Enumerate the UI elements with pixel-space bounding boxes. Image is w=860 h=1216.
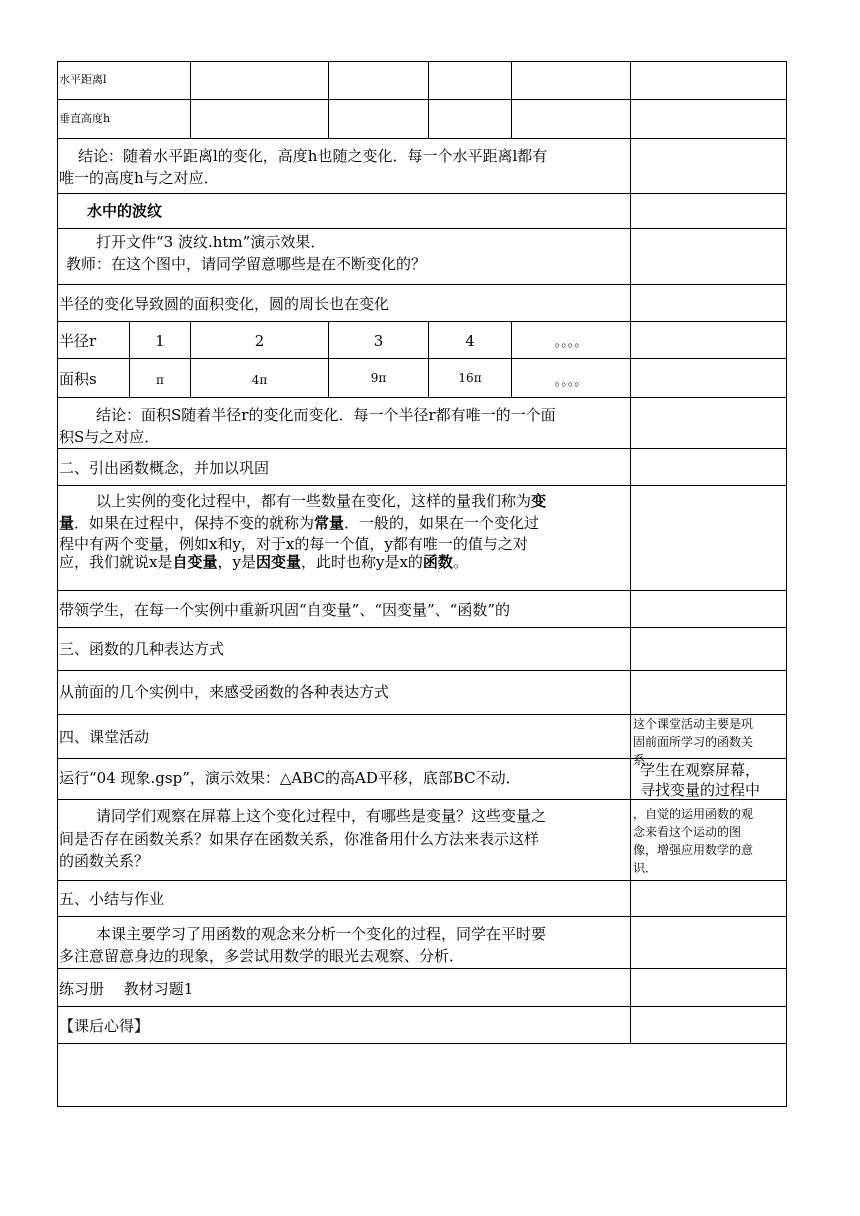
row-label-vertical-height: 垂直高度h	[59, 112, 111, 125]
text-run: 以上实例的变化过程中，都有一些数量在变化，这样的量我们称为	[96, 492, 532, 510]
grid-line	[630, 61, 631, 1043]
area-value: π	[156, 373, 164, 387]
area-label: 面积s	[59, 370, 97, 388]
grid-line	[190, 61, 191, 138]
grid-line	[57, 448, 787, 449]
run-demo-text: 运行“04 现象.gsp”，演示效果：△ABC的高AD平移，底部BC不动．	[59, 769, 521, 787]
text-run: ，y是	[217, 553, 256, 571]
area-value: 4π	[251, 373, 268, 387]
grid-line	[328, 61, 329, 138]
grid-line	[57, 670, 787, 671]
grid-line	[786, 61, 787, 1106]
grid-line	[57, 1106, 787, 1107]
observe-note-line1: 学生在观察屏幕，	[640, 761, 761, 779]
ripple-heading: 水中的波纹	[87, 202, 163, 220]
observe-note-line2: 寻找变量的过程中	[640, 781, 761, 799]
grid-line	[57, 485, 787, 486]
grid-line	[57, 61, 58, 1106]
note-line: ，自觉的运用函数的观	[633, 807, 754, 821]
function-concept-line2	[59, 512, 539, 534]
reflection-label: 【课后心得】	[59, 1017, 150, 1035]
bold-term: 函数	[422, 553, 453, 571]
question-line2: 间是否存在函数关系？如果存在函数关系，你准备用什么方法来表示这样	[59, 830, 540, 848]
section-2-title: 二、引出函数概念，并加以巩固	[59, 459, 270, 477]
teacher-prompt: 教师：在这个图中，请同学留意哪些是在不断变化的？	[66, 255, 427, 273]
activity-note	[633, 715, 785, 767]
grid-line	[57, 880, 787, 881]
grid-line	[57, 1043, 787, 1044]
function-concept-line4	[59, 551, 468, 573]
grid-line	[57, 99, 787, 100]
function-concept-line3: 程中有两个变量，例如x和y，对于x的每一个值，y都有唯一的值与之对	[59, 535, 528, 553]
section-3-title: 三、函数的几种表达方式	[59, 640, 225, 658]
grid-line	[57, 228, 787, 229]
question-line1: 请同学们观察在屏幕上这个变化过程中，有哪些是变量？这些变量之	[96, 807, 547, 825]
homework-text: 练习册 教材习题1	[59, 980, 194, 998]
bold-term: 自变量	[172, 553, 218, 571]
radius-value: 。。。。	[554, 335, 588, 350]
grid-line	[57, 1006, 787, 1007]
area-value: 。。。。	[554, 374, 588, 389]
grid-line	[511, 61, 512, 138]
note-line: 系	[633, 753, 646, 767]
text-run: 。	[452, 553, 468, 571]
grid-line	[57, 193, 787, 194]
grid-line	[57, 627, 787, 628]
summary-line2: 多注意留意身边的现象，多尝试用数学的眼光去观察、分析．	[59, 947, 465, 965]
text-run: ．一般的，如果在一个变化过	[344, 514, 540, 532]
radius-change-text: 半径的变化导致圆的面积变化，圆的周长也在变化	[59, 295, 390, 313]
bold-term: 常量	[314, 514, 345, 532]
text-run: ．如果在过程中，保持不变的就称为	[74, 514, 315, 532]
grid-line	[57, 321, 787, 322]
grid-line	[57, 590, 787, 591]
grid-line	[57, 397, 787, 398]
area-value: 16π	[458, 371, 482, 385]
grid-line	[57, 61, 787, 62]
question-line3: 的函数关系？	[59, 852, 150, 870]
note-line: 固前面所学习的函数关	[633, 735, 754, 749]
note-line: 这个课堂活动主要是巩	[633, 717, 754, 731]
radius-value: 3	[373, 332, 384, 350]
grid-line	[57, 916, 787, 917]
note-line: 识．	[633, 861, 658, 875]
conclusion-area-line1: 结论：面积S随着半径r的变化而变化．每一个半径r都有唯一的一个面	[96, 406, 556, 424]
awareness-note	[633, 805, 753, 877]
open-file-text: 打开文件“3 波纹.htm”演示效果．	[96, 233, 326, 251]
text-run: ，此时也称y是x的	[300, 553, 423, 571]
radius-value: 1	[155, 332, 165, 350]
grid-line	[57, 284, 787, 285]
note-line: 念来看这个运动的图	[633, 825, 742, 839]
lead-students-text: 带领学生，在每一个实例中重新巩固“自变量”、“因变量”、“函数”的	[59, 601, 511, 619]
bold-term: 变	[531, 492, 547, 510]
grid-line	[428, 61, 429, 138]
radius-value: 4	[465, 332, 475, 350]
summary-line1: 本课主要学习了用函数的观念来分析一个变化的过程，同学在平时要	[96, 925, 547, 943]
grid-line	[57, 968, 787, 969]
function-concept-line1	[96, 490, 546, 512]
row-label-horizontal-distance: 水平距离l	[59, 73, 107, 86]
area-value: 9π	[370, 371, 387, 385]
expression-ways-text: 从前面的几个实例中，来感受函数的各种表达方式	[59, 683, 390, 701]
section-5-title: 五、小结与作业	[59, 890, 165, 908]
conclusion-distance-line1: 结论：随着水平距离l的变化，高度h也随之变化．每一个水平距离l都有	[78, 147, 548, 165]
radius-value: 2	[254, 332, 265, 350]
conclusion-area-line2: 积S与之对应．	[59, 428, 160, 446]
note-line: 像，增强应用数学的意	[633, 843, 754, 857]
grid-line	[57, 358, 787, 359]
bold-term: 量	[59, 514, 75, 532]
section-4-title: 四、课堂活动	[59, 728, 150, 746]
bold-term: 因变量	[255, 553, 301, 571]
conclusion-distance-line2: 唯一的高度h与之对应．	[59, 169, 219, 187]
text-run: 应，我们就说x是	[59, 553, 173, 571]
grid-line	[57, 138, 787, 139]
radius-label: 半径r	[59, 332, 97, 350]
